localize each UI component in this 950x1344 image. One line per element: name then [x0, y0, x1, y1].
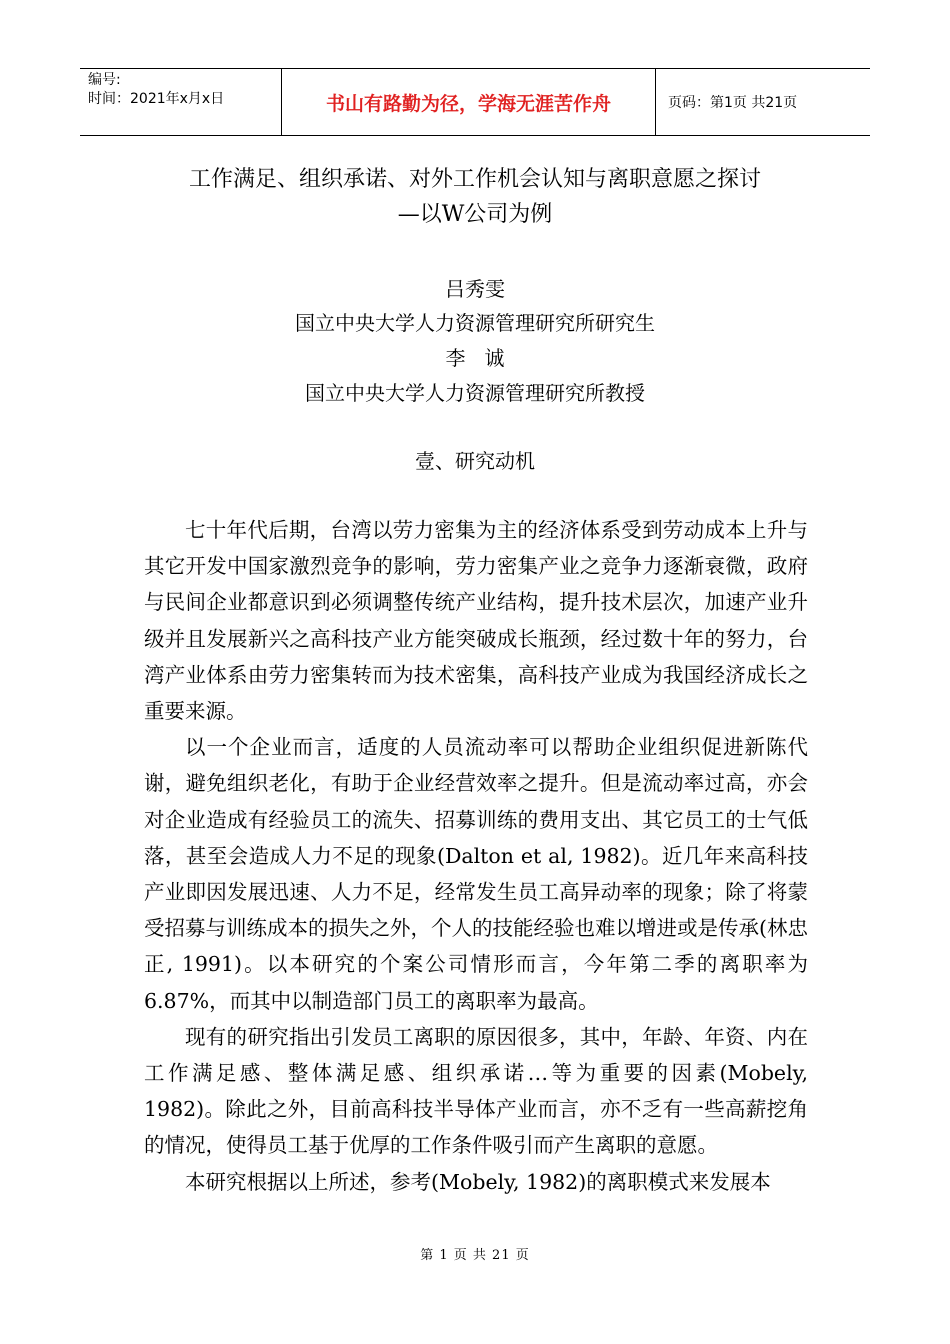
serial-label: 编号:: [88, 72, 121, 88]
header-meta: [80, 69, 282, 135]
author-affiliation-2: 国立中央大学人力资源管理研究所教授: [305, 381, 645, 405]
author-affiliation-1: 国立中央大学人力资源管理研究所研究生: [295, 311, 655, 335]
title-line-1: 工作满足、组织承诺、对外工作机会认知与离职意愿之探讨: [188, 167, 761, 192]
page-footer: 第 1 页 共 21 页: [420, 1248, 530, 1263]
section-heading: 壹、研究动机: [415, 449, 535, 473]
header-motto: 书山有路勤为径，学海无涯苦作舟: [282, 69, 656, 135]
header-page-info: 页码：第1页 共21页: [668, 95, 798, 111]
author-name-2: 李 诚: [445, 346, 505, 370]
paragraph: 以一个企业而言，适度的人员流动率可以帮助企业组织促进新陈代谢，避免组织老化，有助于企业经营效率之提升。但是流动率过高，亦会对企业造成有经验员工的流失、招募训练的费用支出、其它员工的士气低落，甚至会造成人力不足的现象(Dalton et al, 1982)。近几年来高科技产业即因发展迅速、人力不足，经常发生员工高异动率的现象；除了将蒙受招募与训练成本的损失之外，个人的技能经验也难以增进或是传承(林忠正, 1991)。以本研究的个案公司情形而言，今年第二季的离职率为6.87%，而其中以制造部门员工的离职率为最高。: [144, 735, 808, 1013]
time-label: 时间：2021年x月x日: [88, 91, 225, 107]
paragraph: 七十年代后期，台湾以劳力密集为主的经济体系受到劳动成本上升与其它开发中国家激烈竞争的影响，劳力密集产业之竞争力逐渐衰微，政府与民间企业都意识到必须调整传统产业结构，提升技术层次，加速产业升级并且发展新兴之高科技产业方能突破成长瓶颈，经过数十年的努力，台湾产业体系由劳力密集转而为技术密集，高科技产业成为我国经济成长之重要来源。: [144, 518, 808, 724]
author-name-1: 吕秀雯: [445, 277, 505, 301]
paragraph: 现有的研究指出引发员工离职的原因很多，其中，年龄、年资、内在工作满足感、整体满足感、组织承诺…等为重要的因素(Mobely, 1982)。除此之外，目前高科技半导体产业而言，亦不乏有一些高薪挖角的情况，使得员工基于优厚的工作条件吸引而产生离职的意愿。: [144, 1024, 808, 1158]
page-header: [80, 68, 870, 136]
paragraph: 本研究根据以上所述，参考(Mobely, 1982)的离职模式来发展本: [185, 1169, 771, 1194]
body-text: [144, 512, 808, 1200]
title-line-2: —以W公司为例: [397, 202, 553, 227]
